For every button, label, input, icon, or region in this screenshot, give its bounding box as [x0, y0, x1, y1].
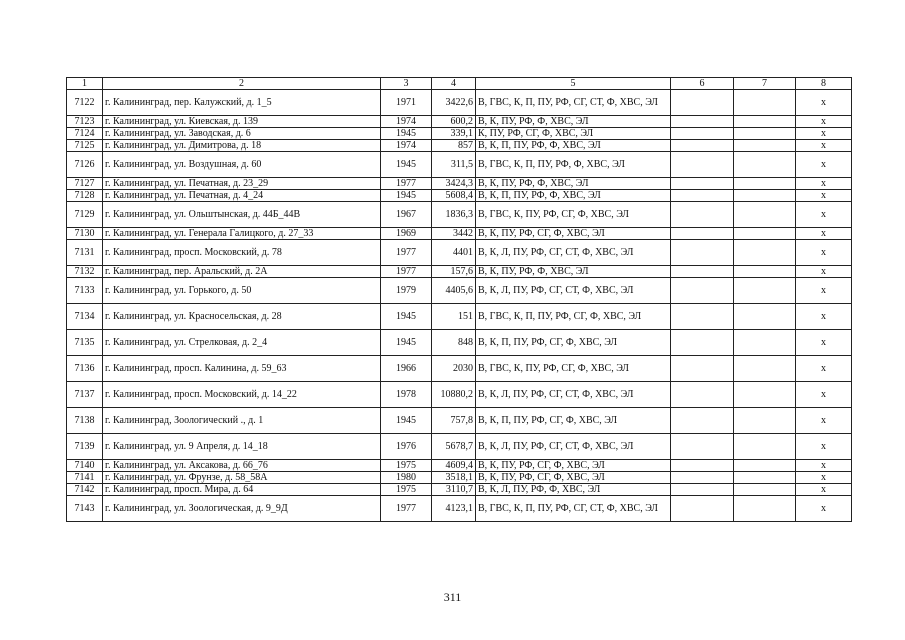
row-col-7	[734, 116, 796, 128]
row-number: 7139	[67, 434, 103, 460]
table-row	[67, 116, 852, 128]
row-col-7	[734, 356, 796, 382]
row-address: г. Калининград, ул. Димитрова, д. 18	[103, 140, 381, 152]
table-row	[67, 178, 852, 190]
row-col-6	[671, 304, 734, 330]
table-row	[67, 460, 852, 472]
row-col-7	[734, 202, 796, 228]
row-col-6	[671, 278, 734, 304]
row-col-7	[734, 266, 796, 278]
row-services: В, ГВС, К, П, ПУ, РФ, СГ, СТ, Ф, ХВС, ЭЛ	[476, 496, 671, 522]
row-mark: x	[796, 434, 852, 460]
row-mark: x	[796, 304, 852, 330]
row-col-7	[734, 278, 796, 304]
row-area: 3110,7	[432, 484, 476, 496]
header-col-3: 3	[381, 78, 432, 90]
row-year: 1967	[381, 202, 432, 228]
row-col-6	[671, 178, 734, 190]
row-mark: x	[796, 472, 852, 484]
row-services: В, К, Л, ПУ, РФ, СГ, СТ, Ф, ХВС, ЭЛ	[476, 240, 671, 266]
row-number: 7141	[67, 472, 103, 484]
row-col-6	[671, 434, 734, 460]
row-address: г. Калининград, ул. Красносельская, д. 28	[103, 304, 381, 330]
page-number: 311	[443, 590, 462, 604]
row-col-6	[671, 460, 734, 472]
row-col-7	[734, 128, 796, 140]
row-number: 7124	[67, 128, 103, 140]
row-year: 1966	[381, 356, 432, 382]
table-row	[67, 128, 852, 140]
row-services: В, К, ПУ, РФ, СГ, Ф, ХВС, ЭЛ	[476, 460, 671, 472]
row-number: 7138	[67, 408, 103, 434]
row-col-7	[734, 434, 796, 460]
row-services: В, К, П, ПУ, РФ, СГ, Ф, ХВС, ЭЛ	[476, 408, 671, 434]
row-year: 1945	[381, 330, 432, 356]
row-col-6	[671, 240, 734, 266]
row-col-6	[671, 382, 734, 408]
row-col-6	[671, 152, 734, 178]
row-area: 600,2	[432, 116, 476, 128]
row-number: 7130	[67, 228, 103, 240]
row-mark: x	[796, 202, 852, 228]
row-col-7	[734, 484, 796, 496]
row-number: 7128	[67, 190, 103, 202]
row-services: В, К, ПУ, РФ, Ф, ХВС, ЭЛ	[476, 116, 671, 128]
row-services: В, ГВС, К, П, ПУ, РФ, Ф, ХВС, ЭЛ	[476, 152, 671, 178]
row-address: г. Калининград, ул. Фрунзе, д. 58_58А	[103, 472, 381, 484]
row-col-7	[734, 304, 796, 330]
table-row	[67, 240, 852, 266]
row-mark: x	[796, 90, 852, 116]
row-number: 7131	[67, 240, 103, 266]
row-number: 7122	[67, 90, 103, 116]
row-col-7	[734, 190, 796, 202]
table-row	[67, 496, 852, 522]
row-area: 3424,3	[432, 178, 476, 190]
row-area: 5608,4	[432, 190, 476, 202]
row-col-7	[734, 228, 796, 240]
row-col-6	[671, 472, 734, 484]
row-address: г. Калининград, просп. Мира, д. 64	[103, 484, 381, 496]
row-mark: x	[796, 240, 852, 266]
row-area: 2030	[432, 356, 476, 382]
row-mark: x	[796, 190, 852, 202]
row-col-6	[671, 116, 734, 128]
row-address: г. Калининград, просп. Московский, д. 78	[103, 240, 381, 266]
row-area: 4123,1	[432, 496, 476, 522]
row-year: 1975	[381, 484, 432, 496]
row-address: г. Калининград, ул. Печатная, д. 23_29	[103, 178, 381, 190]
row-area: 1836,3	[432, 202, 476, 228]
row-mark: x	[796, 228, 852, 240]
table-row	[67, 228, 852, 240]
row-col-6	[671, 266, 734, 278]
row-area: 757,8	[432, 408, 476, 434]
row-col-6	[671, 90, 734, 116]
row-address: г. Калининград, ул. Стрелковая, д. 2_4	[103, 330, 381, 356]
row-address: г. Калининград, ул. Печатная, д. 4_24	[103, 190, 381, 202]
row-number: 7137	[67, 382, 103, 408]
row-year: 1976	[381, 434, 432, 460]
row-mark: x	[796, 382, 852, 408]
row-year: 1969	[381, 228, 432, 240]
row-col-6	[671, 484, 734, 496]
row-year: 1977	[381, 178, 432, 190]
row-area: 3442	[432, 228, 476, 240]
header-col-2: 2	[103, 78, 381, 90]
row-col-7	[734, 140, 796, 152]
row-mark: x	[796, 460, 852, 472]
row-mark: x	[796, 484, 852, 496]
row-number: 7133	[67, 278, 103, 304]
row-services: В, К, ПУ, РФ, Ф, ХВС, ЭЛ	[476, 178, 671, 190]
row-year: 1977	[381, 240, 432, 266]
header-col-6: 6	[671, 78, 734, 90]
row-year: 1975	[381, 460, 432, 472]
row-mark: x	[796, 152, 852, 178]
row-services: В, К, Л, ПУ, РФ, СГ, СТ, Ф, ХВС, ЭЛ	[476, 382, 671, 408]
row-col-6	[671, 228, 734, 240]
housing-register-table	[66, 77, 852, 522]
table-row	[67, 330, 852, 356]
row-year: 1979	[381, 278, 432, 304]
row-address: г. Калининград, ул. 9 Апреля, д. 14_18	[103, 434, 381, 460]
table-row	[67, 434, 852, 460]
table-row	[67, 266, 852, 278]
row-area: 848	[432, 330, 476, 356]
row-area: 857	[432, 140, 476, 152]
table-row	[67, 408, 852, 434]
row-number: 7140	[67, 460, 103, 472]
table-row	[67, 382, 852, 408]
row-address: г. Калининград, просп. Московский, д. 14_22	[103, 382, 381, 408]
row-number: 7134	[67, 304, 103, 330]
row-address: г. Калининград, просп. Калинина, д. 59_63	[103, 356, 381, 382]
row-services: В, ГВС, К, П, ПУ, РФ, СГ, Ф, ХВС, ЭЛ	[476, 304, 671, 330]
row-mark: x	[796, 408, 852, 434]
row-area: 3518,1	[432, 472, 476, 484]
row-area: 4401	[432, 240, 476, 266]
row-col-6	[671, 356, 734, 382]
row-number: 7132	[67, 266, 103, 278]
table-row	[67, 472, 852, 484]
row-col-6	[671, 140, 734, 152]
row-col-6	[671, 202, 734, 228]
row-number: 7126	[67, 152, 103, 178]
table-header-row	[67, 78, 852, 90]
row-services: В, ГВС, К, ПУ, РФ, СГ, Ф, ХВС, ЭЛ	[476, 356, 671, 382]
row-services: В, К, П, ПУ, РФ, Ф, ХВС, ЭЛ	[476, 190, 671, 202]
row-number: 7142	[67, 484, 103, 496]
row-year: 1945	[381, 128, 432, 140]
row-col-7	[734, 472, 796, 484]
row-col-6	[671, 128, 734, 140]
row-col-7	[734, 152, 796, 178]
row-col-7	[734, 240, 796, 266]
row-mark: x	[796, 330, 852, 356]
row-year: 1977	[381, 266, 432, 278]
row-col-7	[734, 90, 796, 116]
row-mark: x	[796, 496, 852, 522]
row-year: 1945	[381, 408, 432, 434]
row-services: В, К, Л, ПУ, РФ, СГ, СТ, Ф, ХВС, ЭЛ	[476, 278, 671, 304]
row-area: 4609,4	[432, 460, 476, 472]
row-mark: x	[796, 178, 852, 190]
row-col-7	[734, 460, 796, 472]
row-services: В, К, ПУ, РФ, Ф, ХВС, ЭЛ	[476, 266, 671, 278]
header-col-7: 7	[734, 78, 796, 90]
header-col-4: 4	[432, 78, 476, 90]
row-col-7	[734, 408, 796, 434]
table-row	[67, 190, 852, 202]
row-number: 7125	[67, 140, 103, 152]
header-col-1: 1	[67, 78, 103, 90]
row-address: г. Калининград, ул. Ольштынская, д. 44Б_44В	[103, 202, 381, 228]
row-col-7	[734, 330, 796, 356]
row-year: 1971	[381, 90, 432, 116]
table-row	[67, 140, 852, 152]
row-area: 151	[432, 304, 476, 330]
row-col-7	[734, 496, 796, 522]
row-area: 5678,7	[432, 434, 476, 460]
row-services: В, К, Л, ПУ, РФ, СГ, СТ, Ф, ХВС, ЭЛ	[476, 434, 671, 460]
row-year: 1945	[381, 152, 432, 178]
row-services: В, ГВС, К, П, ПУ, РФ, СГ, СТ, Ф, ХВС, ЭЛ	[476, 90, 671, 116]
row-services: В, К, П, ПУ, РФ, СГ, Ф, ХВС, ЭЛ	[476, 330, 671, 356]
row-col-6	[671, 190, 734, 202]
row-col-6	[671, 496, 734, 522]
row-address: г. Калининград, ул. Генерала Галицкого, д. 27_33	[103, 228, 381, 240]
row-number: 7127	[67, 178, 103, 190]
row-address: г. Калининград, пер. Аральский, д. 2А	[103, 266, 381, 278]
row-mark: x	[796, 140, 852, 152]
row-col-6	[671, 408, 734, 434]
row-number: 7143	[67, 496, 103, 522]
row-mark: x	[796, 266, 852, 278]
row-services: В, ГВС, К, ПУ, РФ, СГ, Ф, ХВС, ЭЛ	[476, 202, 671, 228]
row-address: г. Калининград, ул. Заводская, д. 6	[103, 128, 381, 140]
row-mark: x	[796, 356, 852, 382]
row-number: 7123	[67, 116, 103, 128]
row-mark: x	[796, 128, 852, 140]
header-col-8: 8	[796, 78, 852, 90]
row-year: 1974	[381, 116, 432, 128]
row-mark: x	[796, 278, 852, 304]
row-services: В, К, П, ПУ, РФ, Ф, ХВС, ЭЛ	[476, 140, 671, 152]
table-row	[67, 304, 852, 330]
row-year: 1945	[381, 190, 432, 202]
row-col-7	[734, 382, 796, 408]
row-area: 4405,6	[432, 278, 476, 304]
row-address: г. Калининград, ул. Горького, д. 50	[103, 278, 381, 304]
header-col-5: 5	[476, 78, 671, 90]
table-row	[67, 90, 852, 116]
row-col-7	[734, 178, 796, 190]
table-row	[67, 152, 852, 178]
row-area: 339,1	[432, 128, 476, 140]
row-col-6	[671, 330, 734, 356]
row-services: В, К, ПУ, РФ, СГ, Ф, ХВС, ЭЛ	[476, 472, 671, 484]
row-year: 1945	[381, 304, 432, 330]
table-row	[67, 484, 852, 496]
row-area: 311,5	[432, 152, 476, 178]
row-area: 3422,6	[432, 90, 476, 116]
table-row	[67, 356, 852, 382]
row-address: г. Калининград, Зоологический ., д. 1	[103, 408, 381, 434]
row-area: 10880,2	[432, 382, 476, 408]
row-address: г. Калининград, ул. Аксакова, д. 66_76	[103, 460, 381, 472]
row-number: 7129	[67, 202, 103, 228]
row-year: 1978	[381, 382, 432, 408]
row-year: 1974	[381, 140, 432, 152]
table-row	[67, 278, 852, 304]
row-number: 7136	[67, 356, 103, 382]
row-area: 157,6	[432, 266, 476, 278]
row-year: 1977	[381, 496, 432, 522]
row-address: г. Калининград, ул. Воздушная, д. 60	[103, 152, 381, 178]
row-address: г. Калининград, ул. Киевская, д. 139	[103, 116, 381, 128]
row-address: г. Калининград, ул. Зоологическая, д. 9_9Д	[103, 496, 381, 522]
row-services: В, К, ПУ, РФ, СГ, Ф, ХВС, ЭЛ	[476, 228, 671, 240]
table-row	[67, 202, 852, 228]
row-year: 1980	[381, 472, 432, 484]
row-mark: x	[796, 116, 852, 128]
row-services: К, ПУ, РФ, СГ, Ф, ХВС, ЭЛ	[476, 128, 671, 140]
row-services: В, К, Л, ПУ, РФ, Ф, ХВС, ЭЛ	[476, 484, 671, 496]
row-number: 7135	[67, 330, 103, 356]
row-address: г. Калининград, пер. Калужский, д. 1_5	[103, 90, 381, 116]
